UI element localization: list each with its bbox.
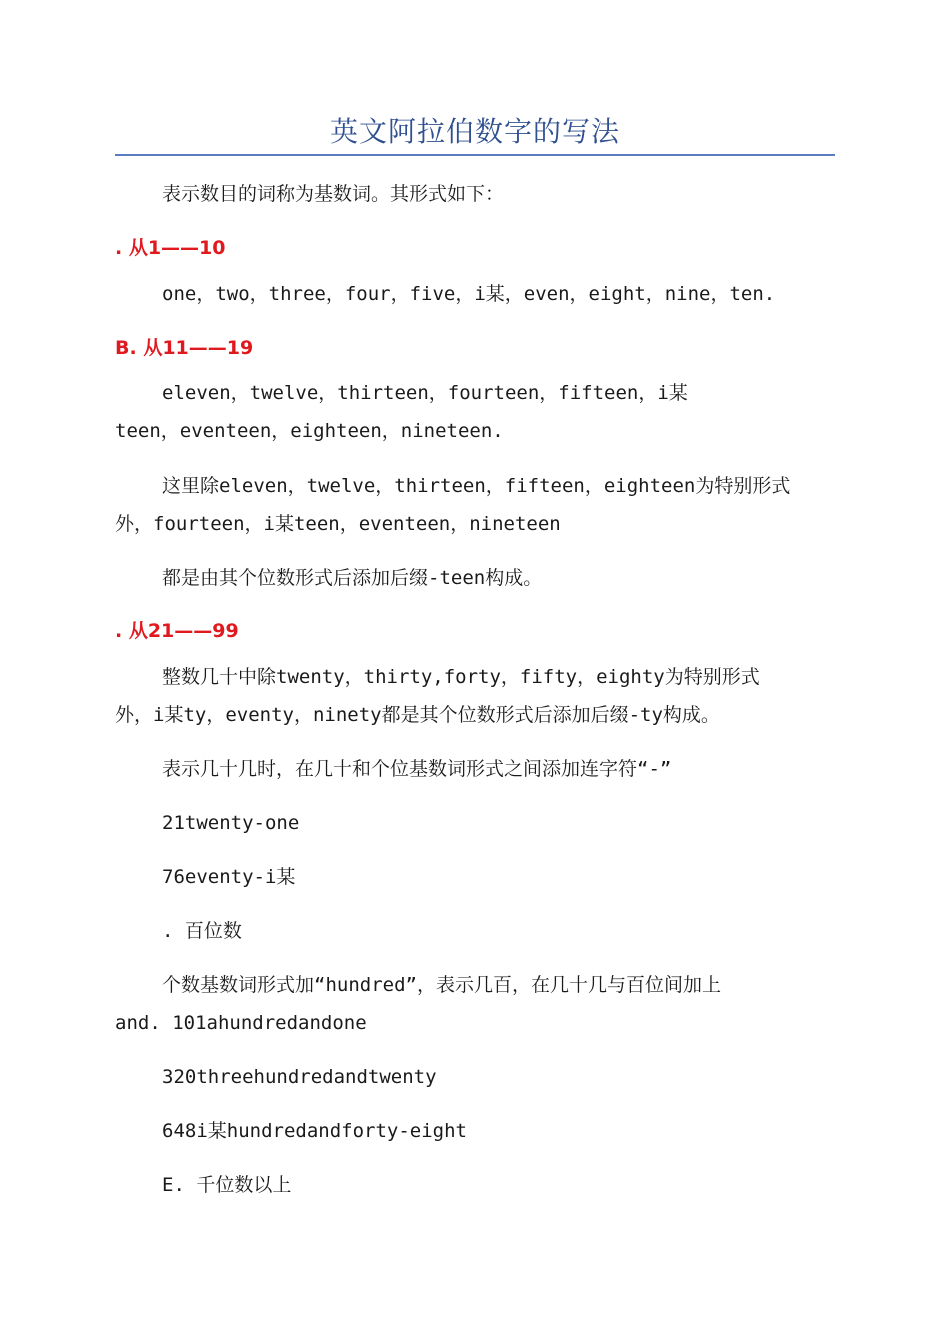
section-c-line-3: 表示几十几时，在几十和个位基数词形式之间添加连字符“-”: [162, 758, 672, 780]
section-c-example-2: 76eventy-i某: [162, 866, 296, 888]
section-b-heading: B. 从11——19: [115, 337, 254, 359]
section-d-line-1: 个数基数词形式加“hundred”，表示几百，在几十几与百位间加上: [162, 974, 721, 996]
section-d-example-2: 648i某hundredandforty-eight: [162, 1120, 467, 1142]
section-c-line-2: 外，i某ty，eventy，ninety都是其个位数形式后添加后缀-ty构成。: [115, 704, 720, 726]
section-e-heading: E. 千位数以上: [162, 1174, 292, 1196]
section-c-heading: . 从21——99: [115, 620, 239, 642]
section-b-note-1: 这里除eleven，twelve，thirteen，fifteen，eighteen为特别形式: [162, 475, 791, 497]
section-d-line-2: and. 101ahundredandone: [115, 1012, 367, 1034]
title-underline: [115, 154, 835, 156]
section-d-example-1: 320threehundredandtwenty: [162, 1066, 437, 1088]
intro-text: 表示数目的词称为基数词。其形式如下：: [162, 183, 505, 205]
section-a-heading: . 从1——10: [115, 237, 226, 259]
section-b-note-3: 都是由其个位数形式后添加后缀-teen构成。: [162, 567, 543, 589]
section-a-line: one，two，three，four，five，i某，even，eight，nine，ten.: [162, 283, 776, 305]
section-d-heading: . 百位数: [162, 920, 242, 942]
section-b-line-1: eleven，twelve，thirteen，fourteen，fifteen，i某: [162, 382, 688, 404]
section-b-note-2: 外，fourteen，i某teen，eventeen，nineteen: [115, 513, 561, 535]
section-b-line-2: teen，eventeen，eighteen，nineteen.: [115, 420, 504, 442]
section-c-example-1: 21twenty-one: [162, 812, 300, 834]
section-c-line-1: 整数几十中除twenty，thirty,forty，fifty，eighty为特别形式: [162, 666, 760, 688]
page-title: 英文阿拉伯数字的写法: [329, 115, 620, 148]
